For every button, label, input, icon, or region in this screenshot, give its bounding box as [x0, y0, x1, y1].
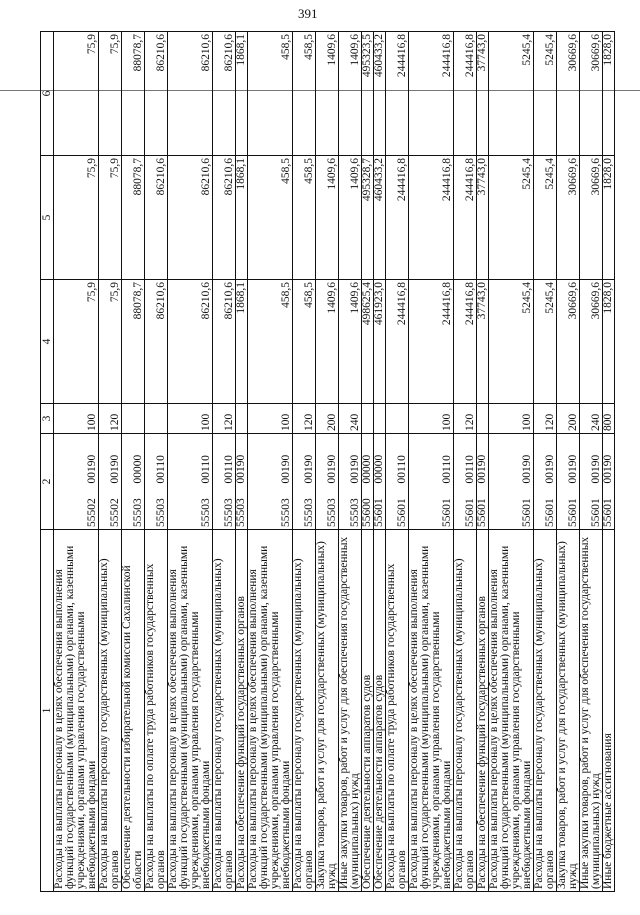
row-amount-col6-cell: 458,5 — [293, 32, 316, 156]
row-code-section-cell: 55600 — [362, 486, 374, 530]
row-amount-col6-cell: 1868,1 — [236, 32, 248, 156]
table-row — [374, 32, 386, 892]
row-code-section-cell: 55502 — [99, 486, 122, 530]
table-row — [145, 32, 168, 892]
row-amount-col4-cell: 86210,6 — [213, 280, 236, 404]
row-name-cell: Расходы на выплаты персоналу в целях обеспечения выполнения функций государственными (муниципальными) органами, казенными учреждениями, органами управления государственными внебюджетными фондами — [489, 530, 534, 892]
row-name-cell: Обеспечение деятельности аппаратов судов — [374, 530, 386, 892]
row-name-cell: Расходы на выплаты по оплате труда работников государственных органов — [145, 530, 168, 892]
row-amount-col4-cell: 88078,7 — [122, 280, 145, 404]
row-name-cell: Расходы на выплаты персоналу в целях обеспечения выполнения функций государственными (муниципальными) органами, казенными учреждениями, органами управления государственными внебюджетными фондами — [248, 530, 293, 892]
row-code-section-cell: 55601 — [580, 486, 603, 530]
row-code-section-cell: 55601 — [603, 486, 615, 530]
row-expense-type-cell: 100 — [168, 404, 213, 434]
row-amount-col5-cell: 458,5 — [248, 156, 293, 280]
row-name-cell: Расходы на выплаты персоналу государственных (муниципальных) органов — [213, 530, 236, 892]
table-row — [248, 32, 293, 892]
row-name-cell: Иные закупки товаров, работ и услуг для обеспечения государственных (муниципальных) нужд — [339, 530, 362, 892]
row-code-item-cell: 00110 — [409, 434, 454, 486]
row-amount-col5-cell: 244416,8 — [409, 156, 454, 280]
row-name-cell: Расходы на выплаты персоналу государственных (муниципальных) органов — [534, 530, 557, 892]
table-row — [580, 32, 603, 892]
row-expense-type-cell: 240 — [580, 404, 603, 434]
row-name-cell: Расходы на обеспечение функций государственных органов — [477, 530, 489, 892]
row-code-section-cell: 55601 — [489, 486, 534, 530]
row-amount-col5-cell: 75,9 — [54, 156, 99, 280]
row-expense-type-cell: 100 — [489, 404, 534, 434]
row-amount-col4-cell: 86210,6 — [145, 280, 168, 404]
table-row — [213, 32, 236, 892]
row-amount-col4-cell: 458,5 — [293, 280, 316, 404]
row-amount-col5-cell: 1409,6 — [316, 156, 339, 280]
row-name-cell: Расходы на выплаты по оплате труда работников государственных органов — [386, 530, 409, 892]
table-row — [386, 32, 409, 892]
row-expense-type-cell: 100 — [54, 404, 99, 434]
row-amount-col6-cell: 30669,6 — [557, 32, 580, 156]
row-name-cell: Расходы на выплаты персоналу в целях обеспечения выполнения функций государственными (муниципальными) органами, казенными учреждениями, органами управления государственными внебюджетными фондами — [168, 530, 213, 892]
header-col-5: 5 — [41, 156, 54, 280]
row-amount-col6-cell: 86210,6 — [168, 32, 213, 156]
row-amount-col5-cell: 30669,6 — [557, 156, 580, 280]
row-amount-col4-cell: 461923,0 — [374, 280, 386, 404]
row-amount-col5-cell: 1828,0 — [603, 156, 615, 280]
row-amount-col5-cell: 244416,8 — [386, 156, 409, 280]
row-code-section-cell: 55601 — [557, 486, 580, 530]
row-amount-col4-cell: 498625,4 — [362, 280, 374, 404]
row-code-section-cell: 55503 — [213, 486, 236, 530]
row-amount-col5-cell: 1868,1 — [236, 156, 248, 280]
table-row — [362, 32, 374, 892]
row-expense-type-cell — [374, 404, 386, 434]
header-col-4: 4 — [41, 280, 54, 404]
header-col-6: 6 — [41, 32, 54, 156]
row-expense-type-cell — [362, 404, 374, 434]
table-row — [477, 32, 489, 892]
row-amount-col4-cell: 75,9 — [54, 280, 99, 404]
row-code-section-cell: 55601 — [534, 486, 557, 530]
row-name-cell: Закупка товаров, работ и услуг для государственных (муниципальных) нужд — [557, 530, 580, 892]
row-code-item-cell: 00110 — [454, 434, 477, 486]
row-amount-col5-cell: 458,5 — [293, 156, 316, 280]
row-code-section-cell: 55503 — [316, 486, 339, 530]
row-amount-col6-cell: 86210,6 — [213, 32, 236, 156]
row-amount-col4-cell: 86210,6 — [168, 280, 213, 404]
table-row — [409, 32, 454, 892]
row-amount-col6-cell: 244416,8 — [409, 32, 454, 156]
rotated-table-wrapper — [40, 32, 614, 892]
row-amount-col6-cell: 1409,6 — [339, 32, 362, 156]
row-code-section-cell: 55502 — [54, 486, 99, 530]
row-amount-col4-cell: 1828,0 — [603, 280, 615, 404]
row-code-item-cell: 00110 — [168, 434, 213, 486]
row-amount-col4-cell: 5245,4 — [489, 280, 534, 404]
row-amount-col5-cell: 86210,6 — [213, 156, 236, 280]
row-amount-col6-cell: 458,5 — [248, 32, 293, 156]
row-amount-col5-cell: 244416,8 — [454, 156, 477, 280]
row-expense-type-cell: 120 — [99, 404, 122, 434]
row-name-cell: Расходы на выплаты персоналу в целях обеспечения выполнения функций государственными (муниципальными) органами, казенными учреждениями, органами управления государственными внебюджетными фондами — [409, 530, 454, 892]
row-expense-type-cell: 200 — [557, 404, 580, 434]
table-row — [316, 32, 339, 892]
row-name-cell: Закупка товаров, работ и услуг для государственных (муниципальных) нужд — [316, 530, 339, 892]
row-expense-type-cell: 200 — [316, 404, 339, 434]
row-amount-col5-cell: 5245,4 — [489, 156, 534, 280]
table-row — [122, 32, 145, 892]
row-amount-col6-cell: 1409,6 — [316, 32, 339, 156]
row-expense-type-cell: 120 — [213, 404, 236, 434]
row-code-item-cell: 00190 — [54, 434, 99, 486]
row-amount-col4-cell: 1868,1 — [236, 280, 248, 404]
row-code-section-cell: 55601 — [477, 486, 489, 530]
row-expense-type-cell: 120 — [534, 404, 557, 434]
row-amount-col5-cell: 5245,4 — [534, 156, 557, 280]
row-amount-col5-cell: 1409,6 — [339, 156, 362, 280]
row-code-item-cell: 00190 — [236, 434, 248, 486]
row-expense-type-cell — [236, 404, 248, 434]
row-amount-col4-cell: 75,9 — [99, 280, 122, 404]
row-name-cell: Иные бюджетные ассигнования — [603, 530, 615, 892]
row-expense-type-cell — [122, 404, 145, 434]
table-header-row — [41, 32, 54, 892]
row-amount-col6-cell: 86210,6 — [145, 32, 168, 156]
row-name-cell: Обеспечение деятельности аппаратов судов — [362, 530, 374, 892]
row-code-item-cell: 00110 — [145, 434, 168, 486]
row-amount-col6-cell: 5245,4 — [534, 32, 557, 156]
row-code-item-cell: 00000 — [374, 434, 386, 486]
row-code-section-cell: 55503 — [145, 486, 168, 530]
row-amount-col4-cell: 1409,6 — [316, 280, 339, 404]
row-code-section-cell: 55503 — [339, 486, 362, 530]
row-amount-col4-cell: 30669,6 — [557, 280, 580, 404]
row-name-cell: Расходы на выплаты персоналу государственных (муниципальных) органов — [293, 530, 316, 892]
row-amount-col6-cell: 244416,8 — [386, 32, 409, 156]
row-amount-col6-cell: 88078,7 — [122, 32, 145, 156]
row-code-section-cell: 55601 — [409, 486, 454, 530]
row-amount-col5-cell: 37743,0 — [477, 156, 489, 280]
row-amount-col4-cell: 30669,6 — [580, 280, 603, 404]
header-col-1: 1 — [41, 530, 54, 892]
table-row — [603, 32, 615, 892]
row-amount-col6-cell: 1828,0 — [603, 32, 615, 156]
table-body — [54, 32, 615, 892]
row-code-item-cell: 00190 — [339, 434, 362, 486]
table-row — [236, 32, 248, 892]
row-code-item-cell: 00190 — [557, 434, 580, 486]
row-code-section-cell: 55503 — [293, 486, 316, 530]
row-amount-col5-cell: 30669,6 — [580, 156, 603, 280]
table-row — [534, 32, 557, 892]
row-amount-col6-cell: 460433,2 — [374, 32, 386, 156]
table-row — [454, 32, 477, 892]
row-expense-type-cell: 120 — [454, 404, 477, 434]
table-row — [54, 32, 99, 892]
table-row — [293, 32, 316, 892]
row-code-item-cell: 00000 — [362, 434, 374, 486]
table-row — [99, 32, 122, 892]
row-amount-col4-cell: 458,5 — [248, 280, 293, 404]
row-expense-type-cell — [386, 404, 409, 434]
row-name-cell: Обеспечение деятельности избирательной комиссии Сахалинской области — [122, 530, 145, 892]
row-code-item-cell: 00110 — [213, 434, 236, 486]
row-code-item-cell: 00190 — [248, 434, 293, 486]
header-col-2: 2 — [41, 434, 54, 530]
row-amount-col5-cell: 460433,2 — [374, 156, 386, 280]
table-row — [489, 32, 534, 892]
row-amount-col6-cell: 75,9 — [54, 32, 99, 156]
budget-table — [40, 31, 615, 892]
table-row — [168, 32, 213, 892]
row-amount-col6-cell: 75,9 — [99, 32, 122, 156]
row-amount-col5-cell: 75,9 — [99, 156, 122, 280]
row-code-item-cell: 00190 — [99, 434, 122, 486]
row-name-cell: Иные закупки товаров, работ и услуг для обеспечения государственных (муниципальных) нужд — [580, 530, 603, 892]
row-amount-col6-cell: 244416,8 — [454, 32, 477, 156]
row-code-item-cell: 00110 — [386, 434, 409, 486]
row-name-cell: Расходы на выплаты персоналу государственных (муниципальных) органов — [99, 530, 122, 892]
row-amount-col6-cell: 495323,5 — [362, 32, 374, 156]
row-expense-type-cell: 120 — [293, 404, 316, 434]
row-amount-col6-cell: 5245,4 — [489, 32, 534, 156]
row-amount-col5-cell: 495328,7 — [362, 156, 374, 280]
row-code-item-cell: 00190 — [489, 434, 534, 486]
row-code-section-cell: 55601 — [386, 486, 409, 530]
row-amount-col5-cell: 88078,7 — [122, 156, 145, 280]
row-expense-type-cell: 100 — [248, 404, 293, 434]
row-name-cell: Расходы на выплаты персоналу в целях обеспечения выполнения функций государственными (муниципальными) органами, казенными учреждениями, органами управления государственными внебюджетными фондами — [54, 530, 99, 892]
row-amount-col6-cell: 37743,0 — [477, 32, 489, 156]
table-row — [339, 32, 362, 892]
row-amount-col5-cell: 86210,6 — [145, 156, 168, 280]
row-code-item-cell: 00190 — [477, 434, 489, 486]
row-name-cell: Расходы на выплаты персоналу государственных (муниципальных) органов — [454, 530, 477, 892]
row-expense-type-cell: 800 — [603, 404, 615, 434]
row-expense-type-cell — [145, 404, 168, 434]
row-code-item-cell: 00190 — [316, 434, 339, 486]
row-code-item-cell: 00190 — [603, 434, 615, 486]
row-amount-col4-cell: 5245,4 — [534, 280, 557, 404]
row-code-section-cell: 55503 — [122, 486, 145, 530]
page-number: 391 — [298, 6, 318, 21]
row-code-section-cell: 55503 — [236, 486, 248, 530]
table-row — [557, 32, 580, 892]
row-code-section-cell: 55503 — [248, 486, 293, 530]
row-name-cell: Расходы на обеспечение функций государственных органов — [236, 530, 248, 892]
row-amount-col4-cell: 37743,0 — [477, 280, 489, 404]
row-expense-type-cell: 240 — [339, 404, 362, 434]
row-code-item-cell: 00190 — [580, 434, 603, 486]
row-code-section-cell: 55601 — [374, 486, 386, 530]
row-code-item-cell: 00190 — [534, 434, 557, 486]
row-amount-col4-cell: 244416,8 — [454, 280, 477, 404]
row-amount-col4-cell: 1409,6 — [339, 280, 362, 404]
row-amount-col4-cell: 244416,8 — [386, 280, 409, 404]
row-amount-col5-cell: 86210,6 — [168, 156, 213, 280]
row-code-section-cell: 55503 — [168, 486, 213, 530]
row-amount-col6-cell: 30669,6 — [580, 32, 603, 156]
row-code-item-cell: 00000 — [122, 434, 145, 486]
row-expense-type-cell — [477, 404, 489, 434]
row-amount-col4-cell: 244416,8 — [409, 280, 454, 404]
row-expense-type-cell: 100 — [409, 404, 454, 434]
row-code-item-cell: 00190 — [293, 434, 316, 486]
header-col-3: 3 — [41, 404, 54, 434]
row-code-section-cell: 55601 — [454, 486, 477, 530]
